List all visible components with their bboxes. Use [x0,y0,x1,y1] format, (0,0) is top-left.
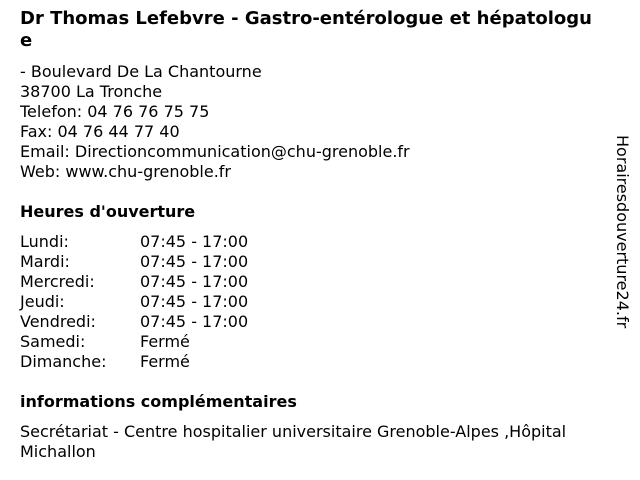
hours-row-tuesday [20,252,620,272]
email-address: Email: Directioncommunication@chu-grenoble.fr [20,142,410,161]
info-text: Secrétariat - Centre hospitalier universitaire Grenoble-Alpes ,Hôpital Michallon [20,422,567,461]
day-label: Mardi: [20,252,70,271]
address-block [20,62,620,182]
time-value: Fermé [140,352,190,371]
hours-row-wednesday [20,272,620,292]
phone-number: Telefon: 04 76 76 75 75 [20,102,210,121]
time-value: 07:45 - 17:00 [140,292,249,311]
street-address: - Boulevard De La Chantourne [20,62,262,81]
day-label: Samedi: [20,332,86,351]
day-label: Jeudi: [20,292,65,311]
time-value: 07:45 - 17:00 [140,312,249,331]
day-label: Dimanche: [20,352,107,371]
day-label: Mercredi: [20,272,95,291]
hours-row-sunday [20,352,620,372]
day-label: Vendredi: [20,312,96,331]
hours-row-saturday [20,332,620,352]
opening-hours-table [20,232,620,372]
website-address: Web: www.chu-grenoble.fr [20,162,231,181]
hours-row-monday [20,232,620,252]
info-heading: informations complémentaires [20,392,297,411]
hours-row-friday [20,312,620,332]
site-watermark: Horairesdouverture24.fr [613,135,632,329]
postal-city: 38700 La Tronche [20,82,163,101]
day-label: Lundi: [20,232,69,251]
hours-heading: Heures d'ouverture [20,202,196,221]
time-value: Fermé [140,332,190,351]
fax-number: Fax: 04 76 44 77 40 [20,122,180,141]
time-value: 07:45 - 17:00 [140,232,249,251]
time-value: 07:45 - 17:00 [140,252,249,271]
page-title: Dr Thomas Lefebvre - Gastro-entérologue et hépatologue [20,8,592,51]
hours-row-thursday [20,292,620,312]
business-card [20,8,620,462]
time-value: 07:45 - 17:00 [140,272,249,291]
